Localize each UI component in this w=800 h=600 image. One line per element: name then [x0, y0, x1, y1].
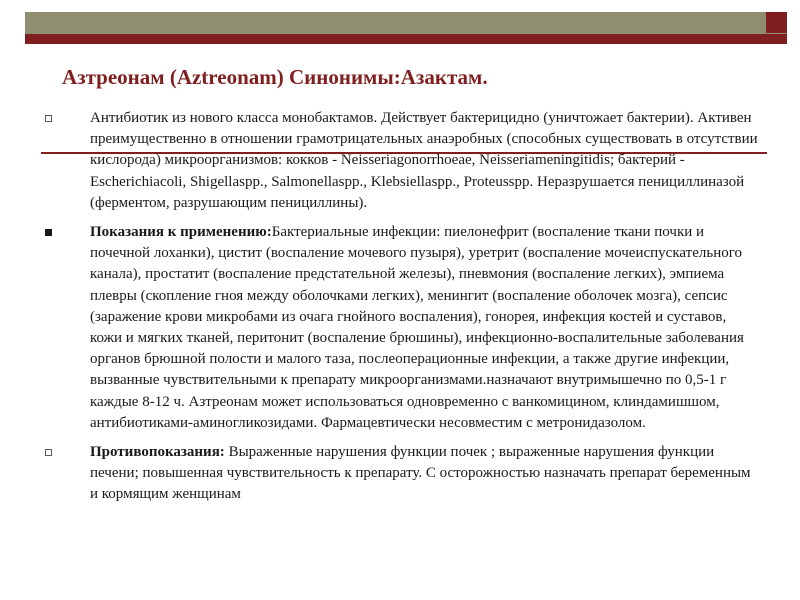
bullet-contraindications-text	[90, 442, 760, 506]
bullet-contraindications-body: Выраженные нарушения функции почек ; выраженные нарушения функции печени; повышенная чувствительность к препарату. С осторожностью назначать препарат беременным и кормящим женщинам	[90, 444, 751, 503]
header-corner-square	[766, 12, 787, 33]
bullet-description-body: Антибиотик из нового класса монобактамов. Действует бактерицидно (уничтожает бактерии). Активен преимущественно в отношении грамотрицательных анаэробных (способных существовать в отсутствии кислорода) микроорганизмов: кокков - Neisseriagonorrhoeae, Neisseriameningitidis; бактерий - Escherichiacoli, Shigellaspp., Salmonellaspp., Klebsiellaspp., Proteusspp. Неразрушается пенициллиназой (ферментом, разрушающим пенициллины).	[90, 110, 758, 211]
filled-square-bullet-icon	[45, 229, 52, 236]
bullet-indications-label: Показания к применению:	[90, 224, 272, 241]
bullet-indications	[40, 222, 760, 434]
bullet-description-text	[90, 108, 760, 214]
slide-title: Азтреонам (Aztreonam) Синонимы:Азактам.	[62, 65, 488, 89]
hollow-square-bullet-icon	[45, 115, 52, 122]
bullet-indications-text	[90, 222, 760, 434]
bullet-description	[40, 108, 760, 214]
slide-body	[40, 108, 760, 506]
header-stripe	[25, 34, 787, 44]
bullet-contraindications	[40, 442, 760, 506]
hollow-square-bullet-icon	[45, 449, 52, 456]
bullet-indications-body: Бактериальные инфекции: пиелонефрит (воспаление ткани почки и почечной лоханки), цистит (воспаление мочевого пузыря), уретрит (воспаление мочеиспускательного канала), простатит (воспаление предстательной железы), пневмония (воспаление легких), эмпиема плевры (скопление гноя между оболочками легких), менингит (воспаление оболочек мозга), сепсис (заражение крови микробами из очага гнойного воспаления), гонорея, инфекция костей и суставов, кожи и мягких тканей, перитонит (воспаление брюшины), инфекционно-воспалительные заболевания органов брюшной полости и малого таза, послеоперационные инфекции, а также другие инфекции, вызванные чувствительными к препарату микроорганизмами.назначают внутримышечно по 0,5-1 г каждые 8-12 ч. Азтреонам может использоваться одновременно с ванкомицином, клиндамишшом, антибиотиками-аминогликозидами. Фармацевтически несовместим с метронидазолом.	[90, 224, 744, 431]
header-band	[25, 12, 787, 34]
bullet-contraindications-label: Противопоказания:	[90, 444, 225, 461]
